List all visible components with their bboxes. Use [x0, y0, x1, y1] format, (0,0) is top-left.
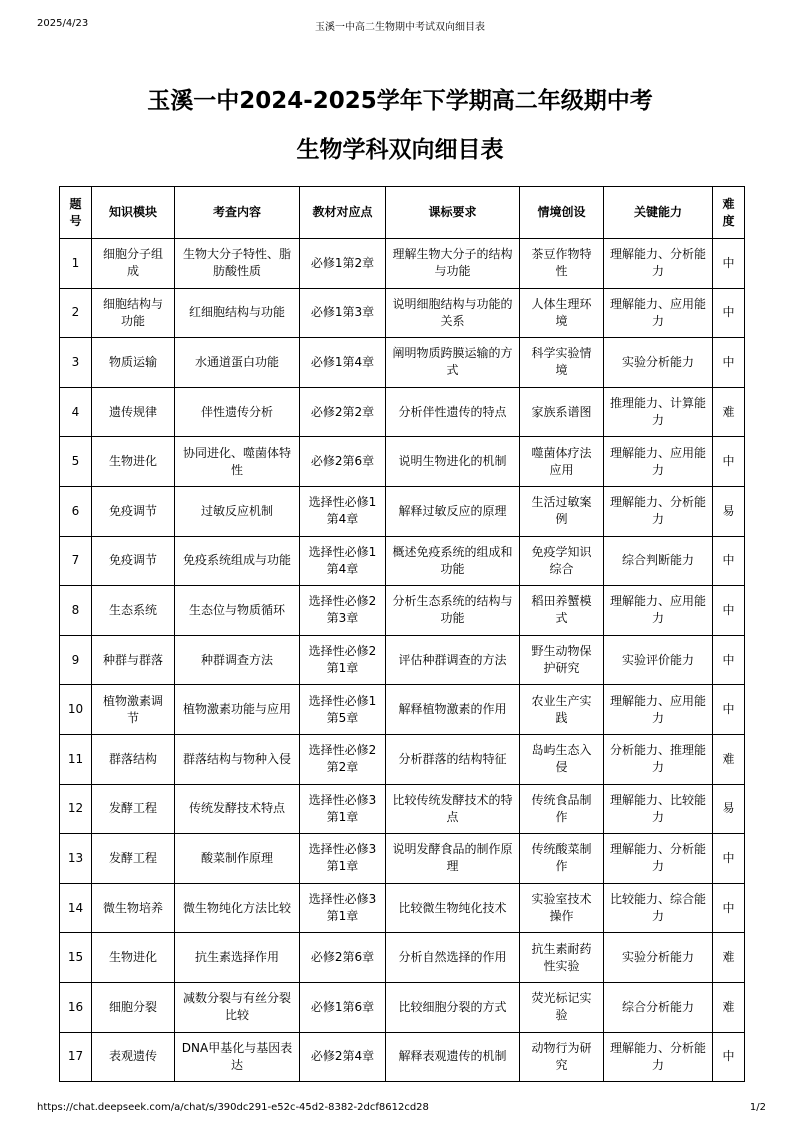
print-date: 2025/4/23 [37, 18, 89, 29]
specification-table [59, 186, 745, 1082]
cell-difficulty: 中 [713, 586, 745, 636]
col-header-ability: 关键能力 [604, 187, 713, 239]
cell-difficulty: 中 [713, 239, 745, 289]
cell-standard: 说明细胞结构与功能的关系 [386, 288, 520, 338]
cell-difficulty: 易 [713, 784, 745, 834]
print-header [0, 0, 800, 40]
cell-textbook: 选择性必修3第1章 [300, 834, 386, 884]
cell-module: 细胞分子组成 [92, 239, 175, 289]
cell-module: 发酵工程 [92, 784, 175, 834]
cell-standard: 说明发酵食品的制作原理 [386, 834, 520, 884]
cell-context: 噬菌体疗法应用 [520, 437, 604, 487]
cell-difficulty: 难 [713, 982, 745, 1032]
cell-standard: 阐明物质跨膜运输的方式 [386, 338, 520, 388]
cell-number: 16 [60, 982, 92, 1032]
cell-textbook: 选择性必修1第4章 [300, 536, 386, 586]
cell-number: 12 [60, 784, 92, 834]
cell-standard: 解释植物激素的作用 [386, 685, 520, 735]
col-header-textbook: 教材对应点 [300, 187, 386, 239]
col-header-context: 情境创设 [520, 187, 604, 239]
cell-module: 免疫调节 [92, 486, 175, 536]
table-row [60, 1032, 745, 1082]
table-row [60, 784, 745, 834]
cell-content: 免疫系统组成与功能 [175, 536, 300, 586]
table-row [60, 883, 745, 933]
cell-standard: 比较传统发酵技术的特点 [386, 784, 520, 834]
cell-number: 7 [60, 536, 92, 586]
cell-textbook: 选择性必修3第1章 [300, 784, 386, 834]
cell-difficulty: 中 [713, 635, 745, 685]
cell-content: 植物激素功能与应用 [175, 685, 300, 735]
cell-context: 动物行为研究 [520, 1032, 604, 1082]
cell-number: 6 [60, 486, 92, 536]
cell-module: 生物进化 [92, 437, 175, 487]
cell-ability: 实验评价能力 [604, 635, 713, 685]
print-page-title: 玉溪一中高二生物期中考试双向细目表 [315, 22, 485, 33]
cell-difficulty: 中 [713, 685, 745, 735]
cell-textbook: 选择性必修2第3章 [300, 586, 386, 636]
cell-textbook: 必修1第3章 [300, 288, 386, 338]
table-row [60, 338, 745, 388]
cell-module: 微生物培养 [92, 883, 175, 933]
cell-content: 伴性遗传分析 [175, 387, 300, 437]
cell-textbook: 必修1第6章 [300, 982, 386, 1032]
cell-module: 生态系统 [92, 586, 175, 636]
cell-context: 传统食品制作 [520, 784, 604, 834]
cell-difficulty: 中 [713, 288, 745, 338]
cell-number: 15 [60, 933, 92, 983]
table-body [60, 239, 745, 1082]
cell-number: 8 [60, 586, 92, 636]
cell-difficulty: 中 [713, 437, 745, 487]
table-row [60, 982, 745, 1032]
cell-module: 植物激素调节 [92, 685, 175, 735]
table-row [60, 288, 745, 338]
cell-textbook: 选择性必修1第4章 [300, 486, 386, 536]
cell-ability: 理解能力、应用能力 [604, 685, 713, 735]
cell-context: 野生动物保护研究 [520, 635, 604, 685]
cell-ability: 实验分析能力 [604, 933, 713, 983]
cell-textbook: 必修2第6章 [300, 933, 386, 983]
cell-module: 遗传规律 [92, 387, 175, 437]
cell-difficulty: 中 [713, 338, 745, 388]
cell-module: 免疫调节 [92, 536, 175, 586]
cell-standard: 比较微生物纯化技术 [386, 883, 520, 933]
cell-standard: 解释过敏反应的原理 [386, 486, 520, 536]
cell-context: 稻田养蟹模式 [520, 586, 604, 636]
cell-standard: 分析群落的结构特征 [386, 734, 520, 784]
cell-textbook: 必修1第4章 [300, 338, 386, 388]
table-row [60, 933, 745, 983]
table-header-row [60, 187, 745, 239]
cell-textbook: 必修2第2章 [300, 387, 386, 437]
cell-number: 10 [60, 685, 92, 735]
cell-ability: 比较能力、综合能力 [604, 883, 713, 933]
cell-number: 17 [60, 1032, 92, 1082]
print-footer [0, 1098, 800, 1118]
table-row [60, 437, 745, 487]
cell-difficulty: 中 [713, 883, 745, 933]
cell-difficulty: 中 [713, 1032, 745, 1082]
cell-number: 2 [60, 288, 92, 338]
table-row [60, 586, 745, 636]
cell-context: 免疫学知识综合 [520, 536, 604, 586]
cell-standard: 说明生物进化的机制 [386, 437, 520, 487]
cell-context: 茶豆作物特性 [520, 239, 604, 289]
cell-number: 5 [60, 437, 92, 487]
table-row [60, 635, 745, 685]
cell-standard: 分析生态系统的结构与功能 [386, 586, 520, 636]
cell-content: DNA甲基化与基因表达 [175, 1032, 300, 1082]
cell-ability: 分析能力、推理能力 [604, 734, 713, 784]
cell-module: 发酵工程 [92, 834, 175, 884]
cell-textbook: 选择性必修1第5章 [300, 685, 386, 735]
cell-content: 减数分裂与有丝分裂比较 [175, 982, 300, 1032]
cell-context: 生活过敏案例 [520, 486, 604, 536]
cell-number: 1 [60, 239, 92, 289]
cell-number: 4 [60, 387, 92, 437]
cell-content: 过敏反应机制 [175, 486, 300, 536]
cell-textbook: 必修1第2章 [300, 239, 386, 289]
cell-textbook: 选择性必修2第2章 [300, 734, 386, 784]
cell-context: 传统酸菜制作 [520, 834, 604, 884]
cell-ability: 综合分析能力 [604, 982, 713, 1032]
cell-ability: 推理能力、计算能力 [604, 387, 713, 437]
cell-content: 协同进化、噬菌体特性 [175, 437, 300, 487]
cell-module: 表观遗传 [92, 1032, 175, 1082]
cell-content: 群落结构与物种入侵 [175, 734, 300, 784]
cell-context: 荧光标记实验 [520, 982, 604, 1032]
cell-content: 传统发酵技术特点 [175, 784, 300, 834]
cell-module: 细胞结构与功能 [92, 288, 175, 338]
cell-context: 人体生理环境 [520, 288, 604, 338]
cell-standard: 分析自然选择的作用 [386, 933, 520, 983]
cell-difficulty: 难 [713, 933, 745, 983]
cell-number: 14 [60, 883, 92, 933]
cell-standard: 分析伴性遗传的特点 [386, 387, 520, 437]
col-header-difficulty: 难度 [713, 187, 745, 239]
cell-standard: 比较细胞分裂的方式 [386, 982, 520, 1032]
cell-ability: 理解能力、应用能力 [604, 437, 713, 487]
cell-context: 科学实验情境 [520, 338, 604, 388]
cell-number: 3 [60, 338, 92, 388]
cell-standard: 评估种群调查的方法 [386, 635, 520, 685]
cell-context: 家族系谱图 [520, 387, 604, 437]
cell-module: 种群与群落 [92, 635, 175, 685]
cell-number: 11 [60, 734, 92, 784]
cell-difficulty: 易 [713, 486, 745, 536]
col-header-number: 题号 [60, 187, 92, 239]
table-row [60, 685, 745, 735]
cell-textbook: 选择性必修2第1章 [300, 635, 386, 685]
cell-context: 抗生素耐药性实验 [520, 933, 604, 983]
cell-textbook: 选择性必修3第1章 [300, 883, 386, 933]
table-row [60, 486, 745, 536]
cell-content: 生物大分子特性、脂肪酸性质 [175, 239, 300, 289]
cell-module: 细胞分裂 [92, 982, 175, 1032]
cell-difficulty: 中 [713, 834, 745, 884]
cell-ability: 理解能力、比较能力 [604, 784, 713, 834]
cell-number: 9 [60, 635, 92, 685]
document-title-line2: 生物学科双向细目表 [296, 137, 504, 163]
cell-content: 生态位与物质循环 [175, 586, 300, 636]
cell-module: 物质运输 [92, 338, 175, 388]
cell-number: 13 [60, 834, 92, 884]
cell-context: 实验室技术操作 [520, 883, 604, 933]
cell-context: 农业生产实践 [520, 685, 604, 735]
cell-difficulty: 难 [713, 734, 745, 784]
col-header-content: 考查内容 [175, 187, 300, 239]
cell-content: 抗生素选择作用 [175, 933, 300, 983]
col-header-module: 知识模块 [92, 187, 175, 239]
cell-content: 微生物纯化方法比较 [175, 883, 300, 933]
cell-content: 水通道蛋白功能 [175, 338, 300, 388]
cell-standard: 解释表观遗传的机制 [386, 1032, 520, 1082]
table-row [60, 239, 745, 289]
col-header-standard: 课标要求 [386, 187, 520, 239]
table-row [60, 834, 745, 884]
cell-ability: 实验分析能力 [604, 338, 713, 388]
cell-ability: 理解能力、应用能力 [604, 586, 713, 636]
cell-ability: 理解能力、分析能力 [604, 239, 713, 289]
cell-standard: 理解生物大分子的结构与功能 [386, 239, 520, 289]
page-number: 1/2 [749, 1102, 766, 1113]
cell-standard: 概述免疫系统的组成和功能 [386, 536, 520, 586]
cell-module: 群落结构 [92, 734, 175, 784]
cell-ability: 理解能力、分析能力 [604, 486, 713, 536]
cell-ability: 综合判断能力 [604, 536, 713, 586]
cell-context: 岛屿生态入侵 [520, 734, 604, 784]
cell-ability: 理解能力、分析能力 [604, 1032, 713, 1082]
cell-content: 红细胞结构与功能 [175, 288, 300, 338]
cell-textbook: 必修2第6章 [300, 437, 386, 487]
table-row [60, 387, 745, 437]
cell-ability: 理解能力、应用能力 [604, 288, 713, 338]
cell-content: 种群调查方法 [175, 635, 300, 685]
cell-content: 酸菜制作原理 [175, 834, 300, 884]
cell-difficulty: 难 [713, 387, 745, 437]
print-url: https://chat.deepseek.com/a/chat/s/390dc291-e52c-45d2-8382-2dcf8612cd28 [37, 1102, 429, 1113]
table-row [60, 536, 745, 586]
cell-difficulty: 中 [713, 536, 745, 586]
cell-textbook: 必修2第4章 [300, 1032, 386, 1082]
table-row [60, 734, 745, 784]
cell-module: 生物进化 [92, 933, 175, 983]
cell-ability: 理解能力、分析能力 [604, 834, 713, 884]
document-title-line1: 玉溪一中2024-2025学年下学期高二年级期中考 [147, 88, 653, 114]
